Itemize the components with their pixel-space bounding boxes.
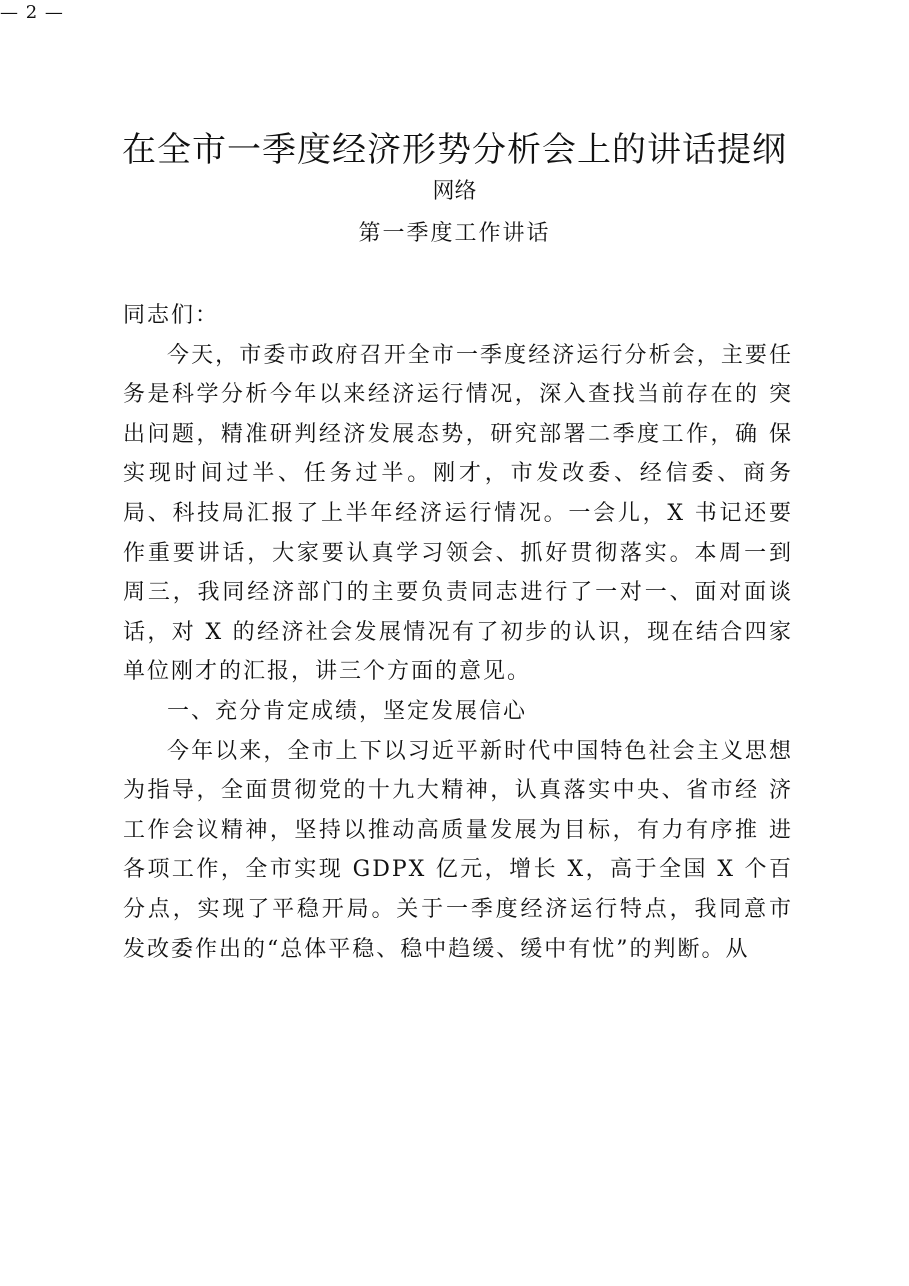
document-author: 网络 xyxy=(432,179,477,204)
paragraph-achievements: 今年以来，全市上下以习近平新时代中国特色社会主义思想为指导，全面贯彻党的十九大精神，认真落实中央、省市经 济工作会议精神，坚持以推动高质量发展为目标，有力有序推 进各项工作，全市实现 GDPX 亿元，增长 X，高于全国 X 个百分点，实现了平稳开局。关于一季度经济运行特点，我同意市 发改委作出的“总体平稳、稳中趋缓、缓中有忧”的判断。从 xyxy=(123,738,793,962)
document-category: 第一季度工作讲话 xyxy=(358,221,551,246)
section-heading-1: 一、充分肯定成绩，坚定发展信心 xyxy=(167,698,528,724)
paragraph-opening: 今天，市委市政府召开全市一季度经济运行分析会，主要任务是科学分析今年以来经济运行情况，深入查找当前存在的 突出问题，精准研判经济发展态势，研究部署二季度工作，确 保实现时间过半、任务过半。刚才，市发改委、经信委、商务 局、科技局汇报了上半年经济运行情况。一会儿，X 书记还要作重要讲话，大家要认真学习领会、抓好贯彻落实。本周一到 周三，我同经济部门的主要负责同志进行了一对一、面对面谈 话，对 X 的经济社会发展情况有了初步的认识，现在结合四家单位刚才的汇报，讲三个方面的意见。 xyxy=(123,342,793,685)
document-body xyxy=(123,296,793,969)
document-title: 在全市一季度经济形势分析会上的讲话提纲 xyxy=(122,130,787,170)
page-number: — 2 — xyxy=(0,2,64,23)
salutation: 同志们： xyxy=(123,303,220,328)
